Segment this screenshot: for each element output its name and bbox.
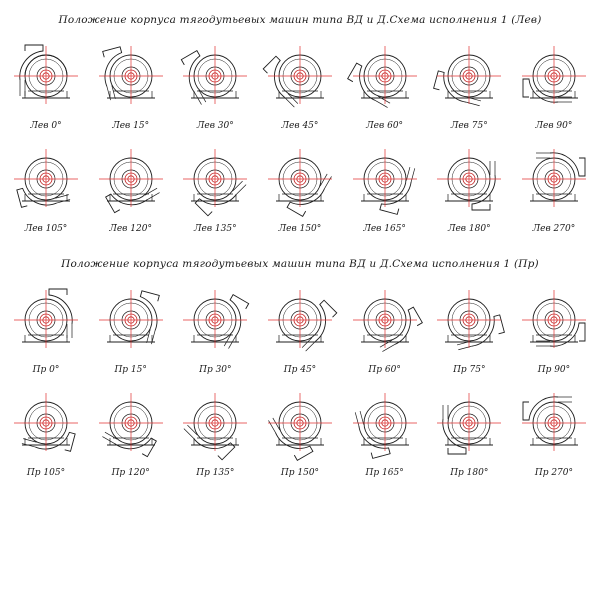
figure-caption: Пр 0° (32, 365, 60, 375)
figure-caption: Пр 180° (450, 468, 489, 478)
fan-figure (429, 389, 509, 467)
top-spacer (0, 0, 600, 14)
figure-cell (345, 286, 425, 375)
figure-cell (6, 42, 86, 131)
figure-cell (175, 286, 255, 375)
fan-figure (91, 42, 171, 120)
fan-figure (345, 42, 425, 120)
figure-row-left-1 (0, 42, 600, 131)
figure-caption: Пр 105° (26, 468, 66, 478)
figure-cell (260, 389, 340, 478)
figure-caption: Лев 135° (194, 224, 237, 234)
fan-figure (514, 389, 594, 467)
section-title-right: Положение корпуса тягодутьевых машин типа ВД и Д.Схема исполнения 1 (Пр) (61, 258, 539, 270)
figure-cell (514, 42, 594, 131)
fan-figure (260, 389, 340, 467)
figure-caption: Пр 45° (283, 365, 317, 375)
section-left (0, 14, 600, 234)
figure-caption: Лев 0° (30, 121, 62, 131)
fan-figure (429, 286, 509, 364)
figure-cell (345, 145, 425, 234)
fan-figure (514, 145, 594, 223)
fan-figure (260, 286, 340, 364)
fan-figure (6, 286, 86, 364)
figure-caption: Лев 30° (196, 121, 234, 131)
figure-cell (429, 389, 509, 478)
figure-cell (175, 42, 255, 131)
figure-caption: Лев 15° (112, 121, 150, 131)
fan-figure (345, 286, 425, 364)
figure-caption: Пр 15° (114, 365, 147, 375)
figure-caption: Лев 105° (24, 224, 68, 234)
figure-cell (429, 286, 509, 375)
figure-caption: Лев 165° (363, 224, 406, 234)
fan-figure (260, 145, 340, 223)
figure-caption: Пр 60° (368, 365, 401, 375)
fan-figure (175, 42, 255, 120)
figure-caption: Пр 75° (453, 365, 486, 375)
fan-figure (345, 389, 425, 467)
figure-cell (345, 42, 425, 131)
figure-cell (6, 145, 86, 234)
figure-cell (91, 286, 171, 375)
figure-cell (91, 145, 171, 234)
fan-figure (429, 42, 509, 120)
figure-cell (91, 42, 171, 131)
figure-row-right-2 (0, 389, 600, 478)
fan-figure (260, 42, 340, 120)
section-title-left: Положение корпуса тягодутьевых машин типа ВД и Д.Схема исполнения 1 (Лев) (58, 14, 542, 26)
fan-figure (91, 389, 171, 467)
fan-figure (91, 145, 171, 223)
fan-figure (514, 42, 594, 120)
fan-figure (91, 286, 171, 364)
fan-figure (429, 145, 509, 223)
figure-cell (260, 286, 340, 375)
figure-caption: Лев 270° (532, 224, 576, 234)
fan-figure (175, 286, 255, 364)
figure-cell (175, 389, 255, 478)
figure-row-right-1 (0, 286, 600, 375)
figure-caption: Лев 150° (278, 224, 322, 234)
figure-cell (6, 389, 86, 478)
fan-figure (175, 389, 255, 467)
section-spacer (0, 234, 600, 258)
title-spacer-left (0, 26, 600, 42)
figure-caption: Лев 60° (366, 121, 404, 131)
title-spacer-right (0, 270, 600, 286)
fan-figure (514, 286, 594, 364)
figure-cell (514, 389, 594, 478)
figure-cell (429, 42, 509, 131)
figure-caption: Пр 270° (534, 468, 574, 478)
figure-caption: Лев 90° (535, 121, 573, 131)
figure-caption: Лев 180° (447, 224, 491, 234)
figure-caption: Лев 120° (109, 224, 152, 234)
figure-caption: Лев 75° (450, 121, 488, 131)
fan-figure (345, 145, 425, 223)
figure-caption: Пр 135° (196, 468, 235, 478)
figure-cell (175, 145, 255, 234)
figure-cell (514, 145, 594, 234)
figure-cell (260, 42, 340, 131)
figure-caption: Пр 120° (111, 468, 150, 478)
fan-figure (6, 42, 86, 120)
row-spacer-right (0, 375, 600, 389)
figure-caption: Пр 90° (537, 365, 571, 375)
figure-cell (6, 286, 86, 375)
figure-cell (260, 145, 340, 234)
figure-cell (429, 145, 509, 234)
figure-caption: Пр 30° (199, 365, 232, 375)
fan-figure (6, 145, 86, 223)
figure-caption: Лев 45° (281, 121, 319, 131)
figure-cell (91, 389, 171, 478)
row-spacer-left (0, 131, 600, 145)
figure-cell (514, 286, 594, 375)
fan-figure (6, 389, 86, 467)
figure-cell (345, 389, 425, 478)
figure-caption: Пр 165° (365, 468, 404, 478)
section-right (0, 258, 600, 478)
fan-figure (175, 145, 255, 223)
figure-row-left-2 (0, 145, 600, 234)
figure-caption: Пр 150° (280, 468, 320, 478)
